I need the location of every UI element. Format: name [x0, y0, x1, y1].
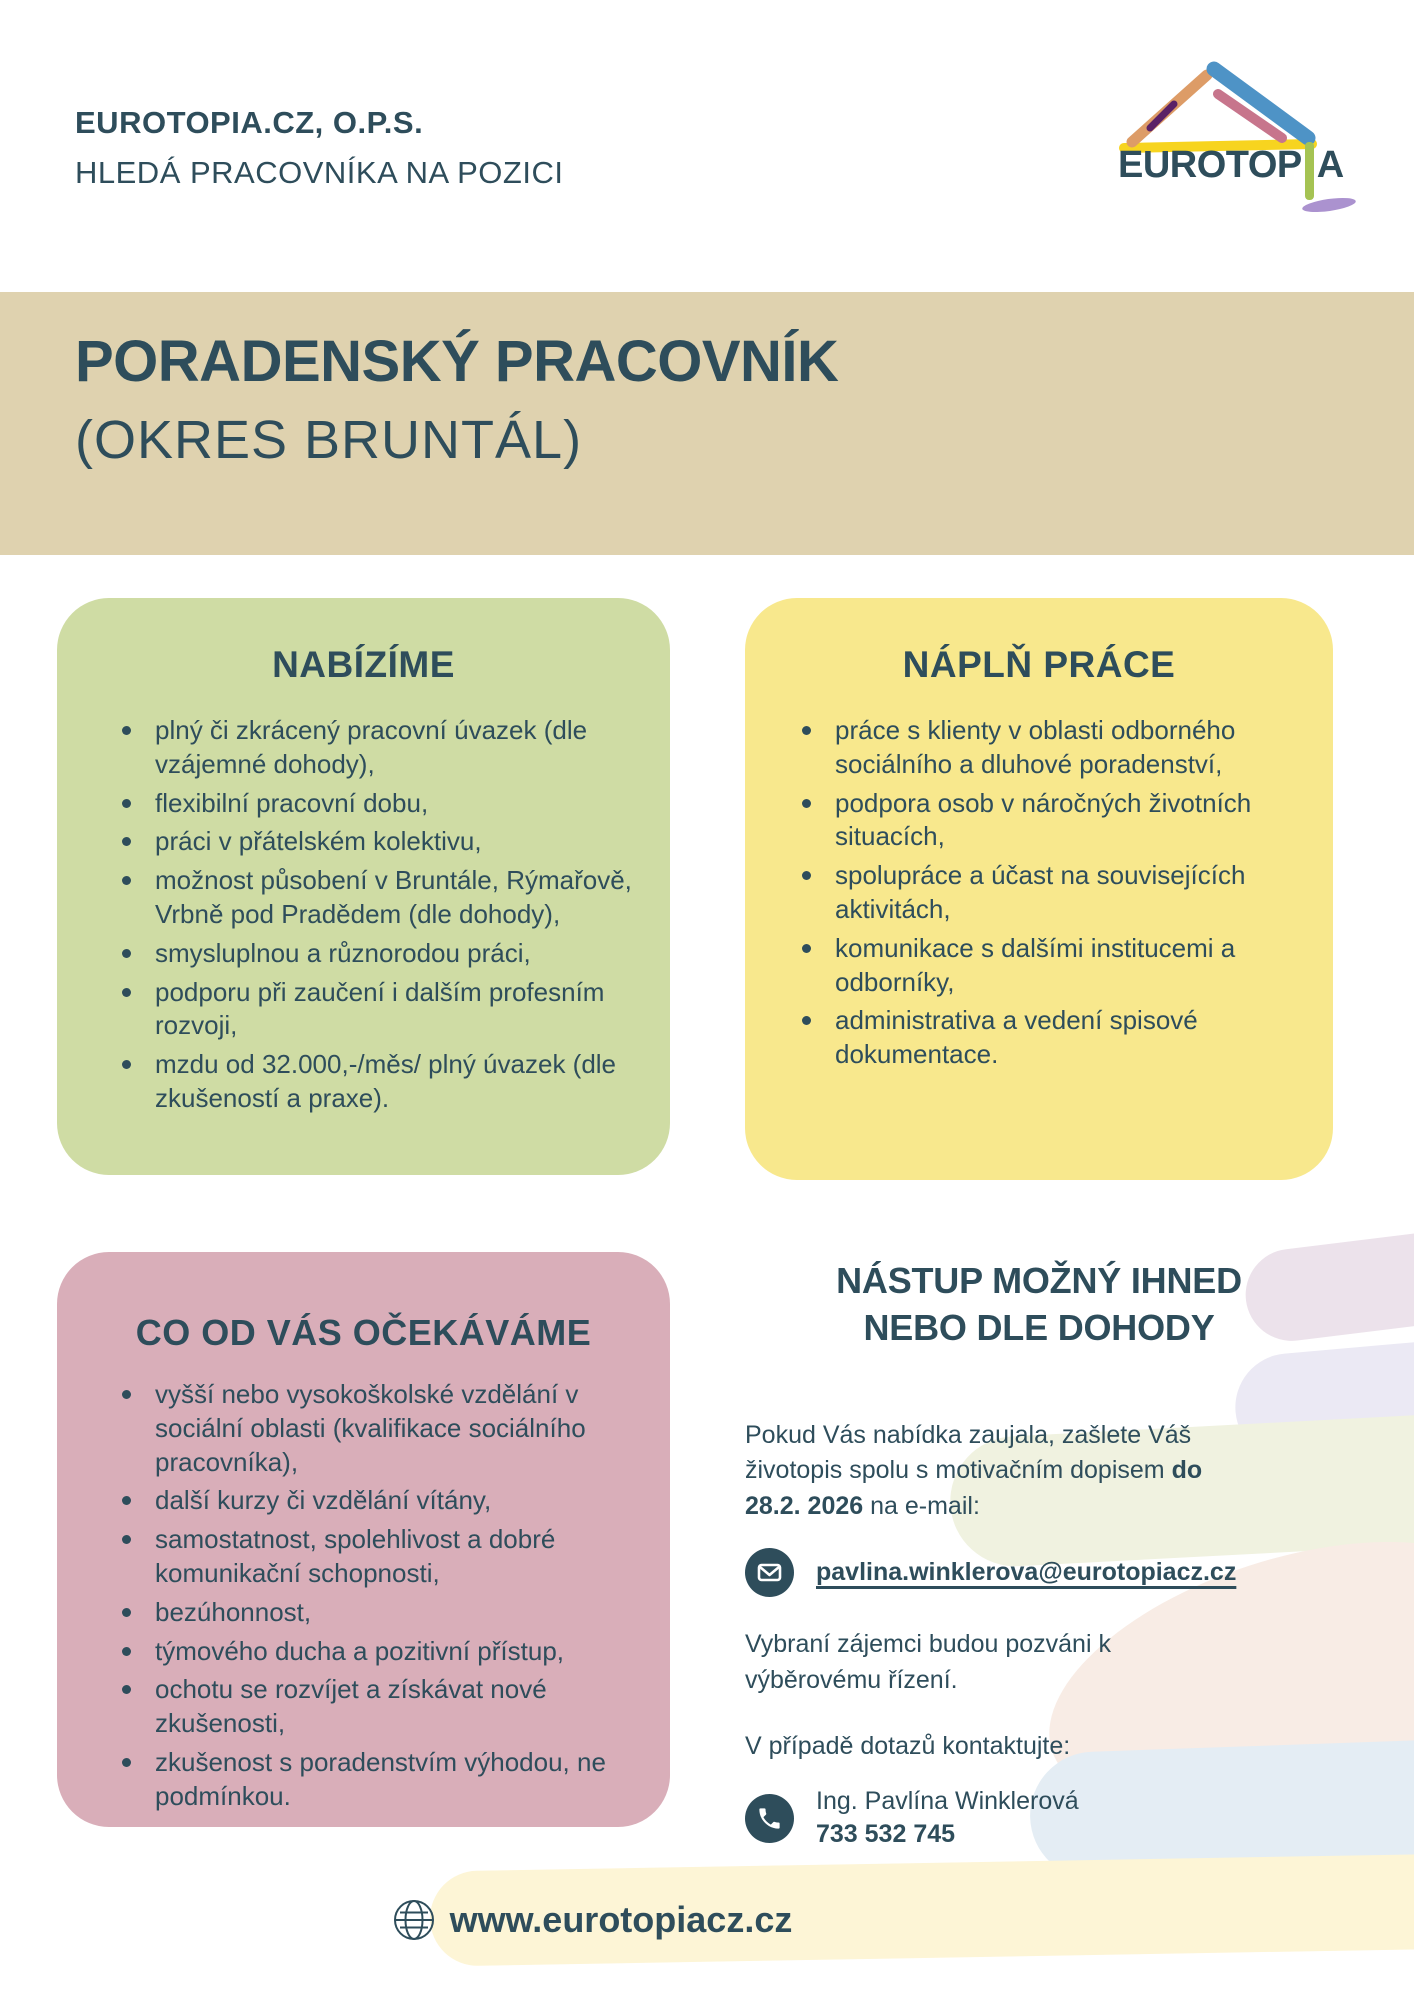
list-item — [795, 714, 1303, 782]
email-icon — [745, 1548, 794, 1597]
list-item — [115, 714, 642, 782]
expectations-box — [57, 1252, 670, 1827]
job-location: (OKRES BRUNTÁL) — [75, 410, 583, 470]
bullet-dot — [802, 944, 811, 953]
list-item — [115, 937, 642, 971]
list-item — [115, 1378, 642, 1479]
list-item-text: samostatnost, spolehlivost a dobré komunikační schopnosti, — [155, 1524, 556, 1588]
offer-box — [57, 598, 670, 1175]
list-item-text: flexibilní pracovní dobu, — [155, 787, 429, 818]
list-item — [795, 1004, 1303, 1072]
list-item-text: smysluplnou a různorodou práci, — [155, 937, 531, 968]
bullet-dot — [802, 1016, 811, 1025]
duties-title: NÁPLŇ PRÁCE — [902, 644, 1176, 685]
bullet-dot — [122, 1535, 131, 1544]
list-item-text: ochotu se rozvíjet a získávat nové zkušenosti, — [155, 1674, 547, 1739]
logo-wordmark-left: EUROTOP — [1118, 144, 1302, 186]
list-item-text: administrativa a vedení spisové dokumentace. — [835, 1005, 1198, 1070]
list-item — [115, 864, 642, 932]
org-name: EUROTOPIA.CZ, O.P.S. — [75, 105, 424, 140]
contact-block — [816, 1787, 1079, 1849]
bullet-dot — [122, 1390, 131, 1399]
bullet-dot — [122, 949, 131, 958]
title-banner — [0, 292, 1414, 555]
duties-list — [745, 714, 1333, 1072]
duties-box — [745, 598, 1333, 1180]
contact-phone: 733 532 745 — [816, 1820, 956, 1849]
list-item — [115, 1523, 642, 1591]
apply-deadline: do 28.2. 2026 — [745, 1456, 1203, 1520]
website-text: www.eurotopiacz.cz — [449, 1899, 793, 1940]
list-item-text: spolupráce a účast na souvisejících aktivitách, — [835, 860, 1246, 924]
list-item-text: týmového ducha a pozitivní přístup, — [155, 1635, 565, 1666]
offer-list — [57, 714, 670, 1116]
start-heading-line1: NÁSTUP MOŽNÝ IHNED — [836, 1260, 1242, 1301]
list-item-text: plný či zkrácený pracovní úvazek (dle vzájemné dohody), — [155, 715, 588, 779]
list-item-text: možnost působení v Bruntále, Rýmařově, Vrbně pod Pradědem (dle dohody), — [155, 865, 632, 929]
expectations-title: CO OD VÁS OČEKÁVÁME — [135, 1312, 592, 1353]
apply-text-before: Pokud Vás nabídka zaujala, zašlete Váš životopis spolu s motivačním dopisem — [745, 1420, 1192, 1485]
bullet-dot — [802, 799, 811, 808]
list-item-text: podporu při zaučení i dalším profesním rozvoji, — [155, 976, 605, 1041]
list-item — [115, 1635, 642, 1669]
job-title: PORADENSKÝ PRACOVNÍK — [75, 329, 839, 394]
list-item — [115, 787, 642, 821]
list-item-text: zkušenost s poradenstvím výhodou, ne podmínkou. — [155, 1746, 606, 1811]
header-tagline: HLEDÁ PRACOVNÍKA NA POZICI — [75, 155, 564, 190]
contact-row — [745, 1787, 1333, 1849]
list-item-text: podpora osob v náročných životních situacích, — [835, 787, 1252, 852]
offer-title: NABÍZÍME — [272, 644, 455, 685]
start-heading — [745, 1258, 1333, 1352]
phone-icon — [745, 1794, 794, 1843]
list-item-text: práce s klienty v oblasti odborného sociálního a dluhové poradenství, — [835, 715, 1236, 779]
contact-name: Ing. Pavlína Winklerová — [816, 1787, 1079, 1816]
list-item — [795, 787, 1303, 855]
list-item-text: bezúhonnost, — [155, 1596, 312, 1627]
bullet-dot — [122, 876, 131, 885]
bullet-dot — [122, 1496, 131, 1505]
footer — [0, 1898, 1299, 1942]
email-link[interactable]: pavlina.winklerova@eurotopiacz.cz — [816, 1558, 1237, 1587]
bullet-dot — [122, 1060, 131, 1069]
list-item — [795, 932, 1303, 1000]
apply-paragraph — [745, 1418, 1215, 1525]
list-item — [795, 859, 1303, 927]
expectations-list — [57, 1378, 670, 1814]
bullet-dot — [122, 726, 131, 735]
list-item — [115, 1746, 642, 1814]
bullet-dot — [802, 871, 811, 880]
email-row — [745, 1548, 1333, 1597]
apply-section — [745, 1258, 1333, 1849]
list-item-text: komunikace s dalšími institucemi a odborníky, — [835, 932, 1236, 997]
eurotopia-logo — [1088, 58, 1378, 208]
list-item — [115, 1048, 642, 1116]
bullet-dot — [122, 799, 131, 808]
questions-label: V případě dotazů kontaktujte: — [745, 1732, 1071, 1761]
list-item-text: práci v přátelském kolektivu, — [155, 826, 482, 857]
logo-green-bar-icon — [1305, 142, 1314, 200]
bullet-dot — [122, 1758, 131, 1767]
bullet-dot — [802, 726, 811, 735]
header — [75, 105, 563, 191]
logo-wordmark — [1118, 142, 1344, 187]
bullet-dot — [122, 1647, 131, 1656]
list-item-text: další kurzy či vzdělání vítány, — [155, 1485, 492, 1516]
list-item — [115, 1673, 642, 1741]
list-item-text: mzdu od 32.000,-/měs/ plný úvazek (dle zkušeností a praxe). — [155, 1049, 617, 1113]
globe-icon — [392, 1898, 436, 1942]
bullet-dot — [122, 837, 131, 846]
list-item — [115, 825, 642, 859]
list-item — [115, 976, 642, 1044]
bullet-dot — [122, 1608, 131, 1617]
apply-text-after: na e-mail: — [863, 1491, 980, 1520]
bullet-dot — [122, 1685, 131, 1694]
list-item — [115, 1596, 642, 1630]
list-item — [115, 1484, 642, 1518]
selection-note: Vybraní zájemci budou pozváni k výběrovému řízení. — [745, 1630, 1111, 1694]
bullet-dot — [122, 988, 131, 997]
list-item-text: vyšší nebo vysokoškolské vzdělání v sociální oblasti (kvalifikace sociálního pracovníka), — [155, 1379, 586, 1477]
logo-wordmark-right: A — [1316, 144, 1344, 186]
start-heading-line2: NEBO DLE DOHODY — [863, 1306, 1215, 1348]
